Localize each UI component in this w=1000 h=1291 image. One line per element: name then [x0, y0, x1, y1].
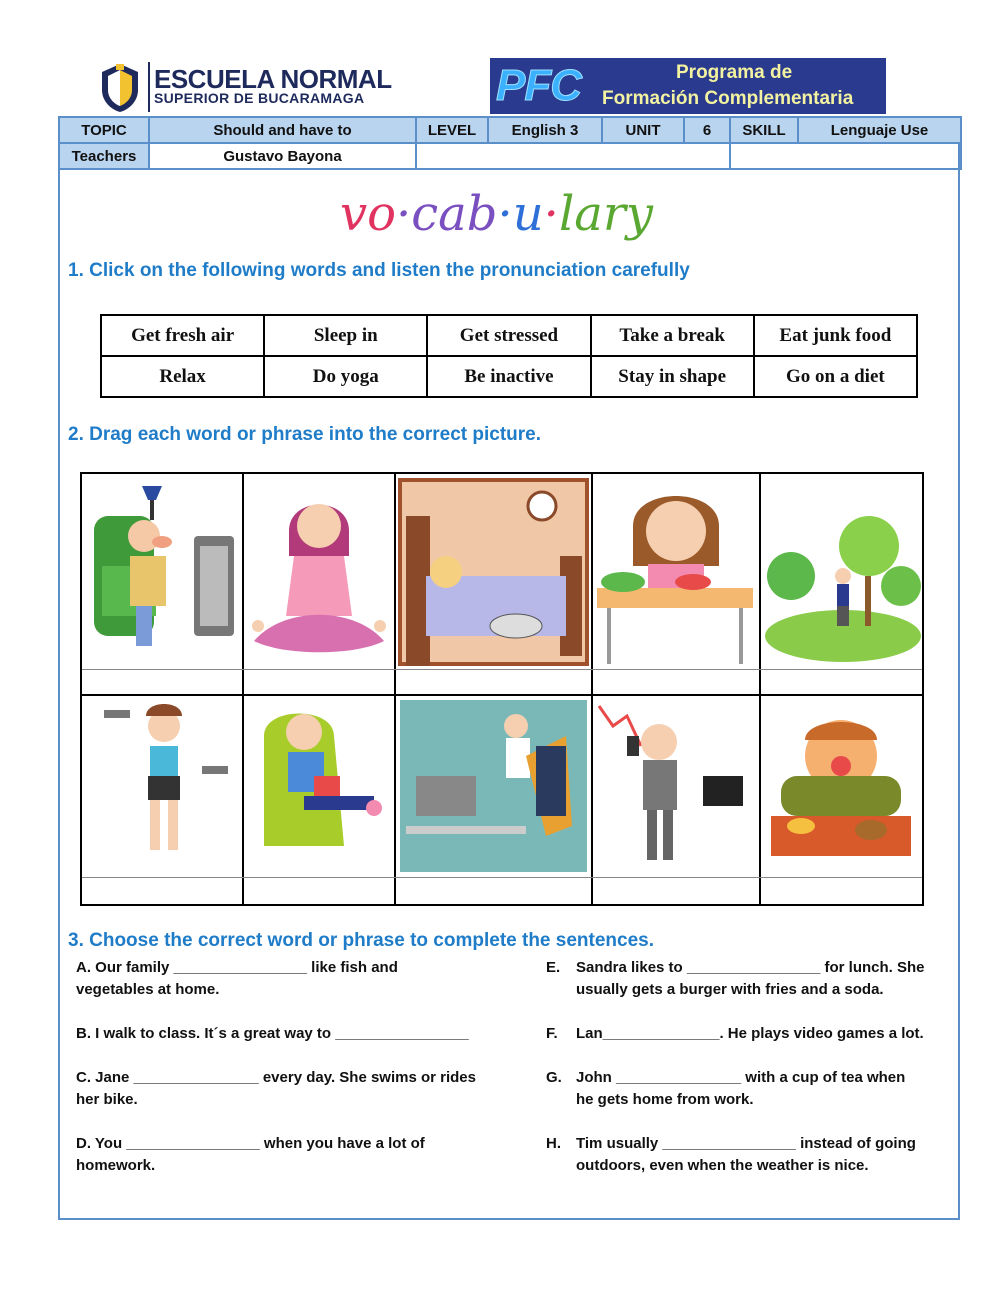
logo-divider: [148, 62, 150, 112]
word-button[interactable]: Take a break: [591, 315, 754, 356]
level-value: English 3: [488, 117, 602, 143]
sentence-label: E.: [546, 959, 561, 976]
title-part: lary: [558, 186, 653, 242]
grid-line: [82, 669, 922, 670]
topic-label: TOPIC: [59, 117, 149, 143]
word-button[interactable]: Relax: [101, 356, 264, 397]
grid-line: [82, 877, 922, 878]
sentence-a: [76, 957, 398, 1001]
skill-value: Lenguaje Use: [798, 117, 961, 143]
sentence-label: D.: [76, 1135, 91, 1152]
teachers-value: Gustavo Bayona: [149, 143, 416, 169]
vocabulary-title: [340, 186, 653, 242]
empty-cell: [416, 143, 730, 169]
unit-value: 6: [684, 117, 730, 143]
level-label: LEVEL: [416, 117, 488, 143]
sentence-text: Our family ________________ like fish and: [95, 959, 398, 976]
word-button[interactable]: Go on a diet: [754, 356, 917, 397]
empty-cell: [730, 143, 961, 169]
sentence-line: [76, 1023, 469, 1045]
sentence-label: C.: [76, 1069, 91, 1086]
sentence-text: her bike.: [76, 1091, 138, 1108]
skill-label: SKILL: [730, 117, 798, 143]
sentence-text: outdoors, even when the weather is nice.: [576, 1157, 869, 1174]
girl-eating-salad-picture[interactable]: [593, 476, 759, 668]
sentence-text: Lan______________. He plays video games a lot.: [576, 1025, 924, 1042]
pfc-line2: Formación Complementaria: [602, 88, 854, 109]
topic-value: Should and have to: [149, 117, 416, 143]
stressed-businessman-picture[interactable]: [593, 696, 759, 876]
pfc-line1: Programa de: [676, 62, 793, 83]
word-button[interactable]: Sleep in: [264, 315, 427, 356]
man-reading-tea-picture[interactable]: [244, 696, 394, 876]
title-part: ·cab: [396, 186, 498, 242]
school-logo: [96, 60, 396, 116]
sentence-text: he gets home from work.: [576, 1091, 754, 1108]
sentence-text: usually gets a burger with fries and a soda.: [576, 981, 884, 998]
pfc-mark: PFC: [496, 61, 581, 110]
sentence-text: You ________________ when you have a lot of: [94, 1135, 425, 1152]
man-relaxing-office-picture[interactable]: [396, 696, 591, 876]
section3-heading: 3. Choose the correct word or phrase to complete the sentences.: [68, 930, 654, 951]
title-part: ·: [543, 186, 559, 242]
sentence-text: Jane _______________ every day. She swims or rides: [95, 1069, 476, 1086]
sentence-text: vegetables at home.: [76, 981, 220, 998]
word-button[interactable]: Get stressed: [427, 315, 590, 356]
title-part: ·u: [497, 186, 544, 242]
sentence-label: G.: [546, 1069, 562, 1086]
sentence-line: [546, 1067, 905, 1089]
word-button[interactable]: Be inactive: [427, 356, 590, 397]
boy-sleeping-bed-picture[interactable]: [396, 476, 591, 668]
section1-heading: 1. Click on the following words and listen the pronunciation carefully: [68, 260, 690, 281]
sentence-text: homework.: [76, 1157, 156, 1174]
sentence-line: [546, 957, 925, 979]
sentence-b: [76, 1023, 469, 1045]
teachers-label: Teachers: [59, 143, 149, 169]
boy-eating-junk-food-picture[interactable]: [761, 696, 924, 876]
woman-dumbbells-picture[interactable]: [84, 696, 242, 876]
sentence-text: I walk to class. It´s a great way to ________________: [95, 1025, 469, 1042]
vocab-words-table: [100, 314, 918, 398]
unit-label: UNIT: [602, 117, 684, 143]
school-crest-icon: [98, 62, 142, 114]
info-table: [58, 116, 962, 170]
sentence-d: [76, 1133, 425, 1177]
couch-potato-tv-picture[interactable]: [84, 476, 242, 668]
sentence-text: Tim usually ________________ instead of going: [576, 1135, 916, 1152]
school-name: ESCUELA NORMAL: [154, 64, 392, 94]
sentence-label: A.: [76, 959, 91, 976]
sentence-line: [76, 1067, 476, 1089]
section2-heading: 2. Drag each word or phrase into the correct picture.: [68, 424, 542, 445]
pfc-logo: [490, 58, 886, 114]
sentence-text: Sandra likes to ________________ for lunch. She: [576, 959, 925, 976]
word-button[interactable]: Eat junk food: [754, 315, 917, 356]
sentence-g: [546, 1067, 905, 1111]
sentence-label: B.: [76, 1025, 91, 1042]
sentence-line: [546, 1023, 924, 1045]
title-part: vo: [340, 186, 397, 242]
sentence-line: [546, 1133, 916, 1155]
sentence-c: [76, 1067, 476, 1111]
sentence-line: [76, 957, 398, 979]
boy-in-park-picture[interactable]: [761, 476, 924, 668]
sentence-text: John _______________ with a cup of tea when: [576, 1069, 906, 1086]
word-button[interactable]: Do yoga: [264, 356, 427, 397]
sentence-e: [546, 957, 925, 1001]
yoga-woman-picture[interactable]: [244, 476, 394, 668]
sentence-label: F.: [546, 1025, 558, 1042]
sentence-line: [76, 1133, 425, 1155]
sentence-f: [546, 1023, 924, 1045]
school-subtitle: SUPERIOR DE BUCARAMAGA: [154, 90, 365, 106]
word-button[interactable]: Stay in shape: [591, 356, 754, 397]
picture-grid: [80, 472, 924, 906]
word-button[interactable]: Get fresh air: [101, 315, 264, 356]
sentence-h: [546, 1133, 916, 1177]
sentence-label: H.: [546, 1135, 561, 1152]
